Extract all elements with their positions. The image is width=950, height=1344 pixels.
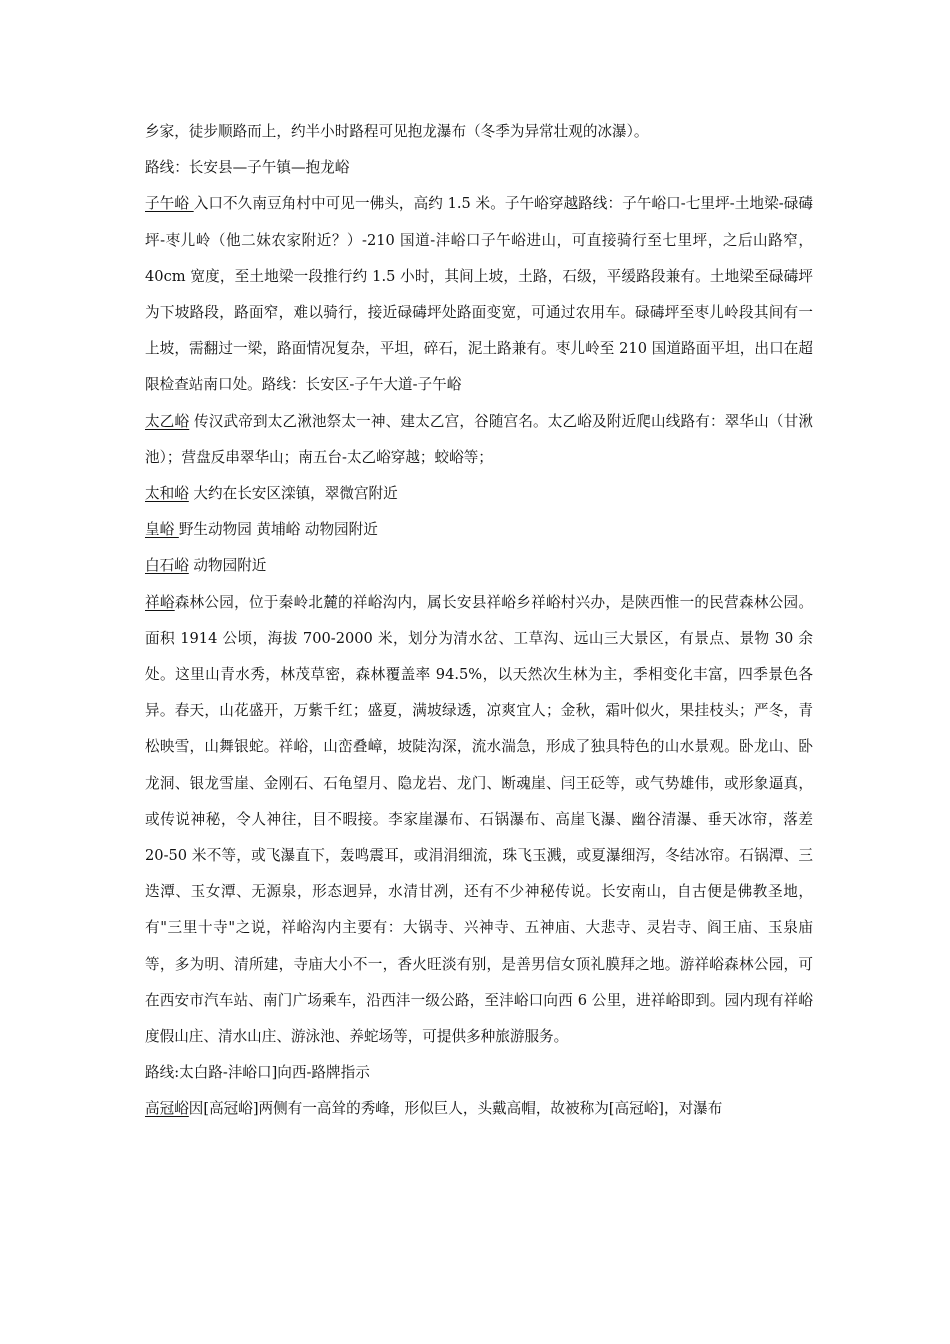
entry-name-gaoguan: 高冠峪 (145, 1100, 189, 1118)
paragraph-ziwu-valley (145, 186, 813, 403)
paragraph-baolong-route (145, 150, 813, 186)
paragraph-text: 路线:太白路-沣峪口]向西-路牌指示 (145, 1064, 370, 1082)
paragraph-baishi-valley (145, 548, 813, 584)
entry-name-taiyi: 太乙峪 (145, 412, 190, 430)
paragraph-xiang-route (145, 1055, 813, 1091)
paragraph-text: 因[高冠峪]两侧有一高耸的秀峰，形似巨人，头戴高帽，故被称为[高冠峪]，对瀑布 (188, 1100, 723, 1118)
paragraph-taihe-valley (145, 476, 813, 512)
paragraph-text: 路线：长安县—子午镇—抱龙峪 (145, 159, 350, 177)
paragraph-text: 入口不久南豆角村中可见一佛头，高约 1.5 米。子午峪穿越路线：子午峪口-七里坪-土地梁-碌碡坪-枣儿岭（他二妹农家附近？）-210 国道-沣峪口子午峪进山，可直接骑行至七里坪，之后山路窄，40cm 宽度，至土地梁一段推行约 1.5 小时，其间上坡，土路，石级，平缓路段兼有。土地梁至碌碡坪为下坡路段，路面窄，难以骑行，接近碌碡坪处路面变宽，可通过农用车。碌碡坪至枣儿岭段其间有一上坡，需翻过一梁，路面情况复杂，平坦，碎石，泥土路兼有。枣儿岭至 210 国道路面平坦，出口在超限检查站南口处。路线：长安区-子午大道-子午峪 (145, 195, 813, 394)
paragraph-baolong-intro (145, 114, 813, 150)
entry-name-huang: 皇峪 (145, 521, 179, 539)
entry-name-xiang: 祥峪 (145, 593, 175, 611)
entry-name-baishi: 白石峪 (145, 557, 189, 575)
paragraph-text: 动物园附近 (188, 557, 267, 575)
paragraph-text: 大约在长安区滦镇，翠微宫附近 (188, 485, 398, 503)
paragraph-text: 乡家，徒步顺路而上，约半小时路程可见抱龙瀑布（冬季为异常壮观的冰瀑）。 (145, 123, 649, 140)
entry-name-ziwu: 子午峪 (145, 195, 194, 213)
paragraph-huang-valley (145, 512, 813, 548)
paragraph-text: 传汉武帝到太乙湫池祭太一神、建太乙宫，谷随宫名。太乙峪及附近爬山线路有：翠华山（甘湫池）；营盘反串翠华山；南五台-太乙峪穿越；蛟峪等； (145, 412, 813, 466)
paragraph-text: 森林公园，位于秦岭北麓的祥峪沟内，属长安县祥峪乡祥峪村兴办，是陕西惟一的民营森林公园。面积 1914 公顷，海拔 700-2000 米，划分为清水岔、工草沟、远山三大景区，有景点、景物 30 余处。这里山青水秀，林茂草密，森林覆盖率 94.5%，以天然次生林为主，季相变化丰富，四季景色各异。春天，山花盛开，万紫千红；盛夏，满坡绿透，凉爽宜人；金秋，霜叶似火，果挂枝头；严冬，青松映雪，山舞银蛇。祥峪，山峦叠嶂，坡陡沟深，流水湍急，形成了独具特色的山水景观。卧龙山、卧龙洞、银龙雪崖、金刚石、石龟望月、隐龙岩、龙门、断魂崖、闫王砭等，或气势雄伟，或形象逼真，或传说神秘，令人神往，目不暇接。李家崖瀑布、石锅瀑布、高崖飞瀑、幽谷清瀑、垂天冰帘，落差 20-50 米不等，或飞瀑直下，轰鸣震耳，或涓涓细流，珠飞玉溅，或夏瀑细泻，冬结冰帘。石锅潭、三迭潭、玉女潭、无源泉，形态迥异，水清甘冽，还有不少神秘传说。长安南山，自古便是佛教圣地，有"三里十寺"之说，祥峪沟内主要有：大锅寺、兴神寺、五神庙、大悲寺、灵岩寺、阎王庙、玉泉庙等，多为明、清所建，寺庙大小不一，香火旺淡有别，是善男信女顶礼膜拜之地。游祥峪森林公园，可在西安市汽车站、南门广场乘车，沿西沣一级公路，至沣峪口向西 6 公里，进祥峪即到。园内现有祥峪度假山庄、清水山庄、游泳池、养蛇场等，可提供多种旅游服务。 (145, 593, 813, 1046)
paragraph-xiang-valley (145, 585, 813, 1056)
paragraph-text: 野生动物园 黄埔峪 动物园附近 (178, 521, 378, 539)
document-body (145, 114, 813, 1128)
paragraph-taiyi-valley (145, 404, 813, 476)
paragraph-gaoguan-valley (145, 1091, 813, 1127)
entry-name-taihe: 太和峪 (145, 485, 189, 503)
